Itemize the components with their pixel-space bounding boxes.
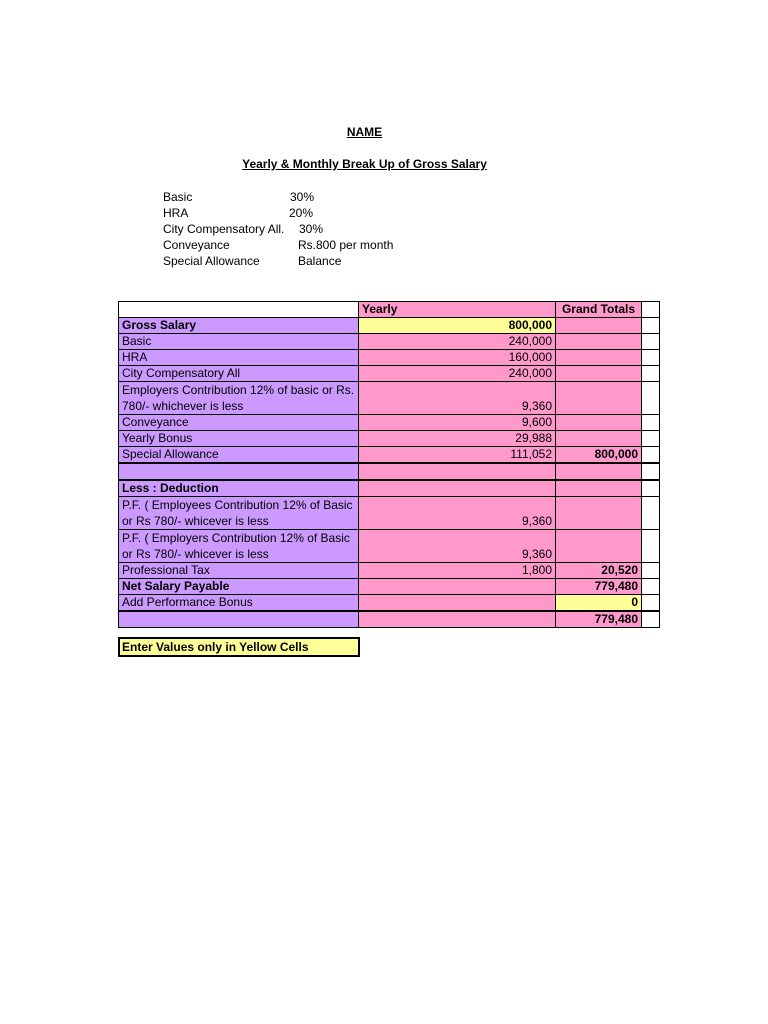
rule-value: 30% — [290, 190, 315, 204]
table-row — [119, 530, 660, 563]
rule-value: Balance — [298, 254, 342, 268]
table-row — [119, 480, 660, 497]
grand-cell — [556, 382, 642, 415]
yearly-value — [359, 595, 556, 612]
blank-cell — [642, 415, 660, 431]
blank-cell — [642, 497, 660, 530]
grand-cell — [556, 431, 642, 447]
grand-total-value: 20,520 — [556, 563, 642, 579]
blank-cell — [642, 563, 660, 579]
row-label: Yearly Bonus — [119, 431, 359, 447]
grand-cell — [556, 497, 642, 530]
grand-cell — [556, 350, 642, 366]
yearly-value: 9,360 — [359, 497, 556, 530]
spacer-row — [119, 463, 660, 480]
row-label: Special Allowance — [119, 447, 359, 464]
final-total-row — [119, 611, 660, 628]
grand-cell — [556, 366, 642, 382]
table-row — [119, 318, 660, 334]
yearly-value — [359, 463, 556, 480]
rule-value: 30% — [299, 222, 324, 236]
grand-total-value: 779,480 — [556, 579, 642, 595]
table-row — [119, 415, 660, 431]
row-label — [119, 611, 359, 628]
row-label: Net Salary Payable — [119, 579, 359, 595]
yearly-value: 240,000 — [359, 366, 556, 382]
yearly-value — [359, 579, 556, 595]
table-row — [119, 334, 660, 350]
blank-cell — [642, 595, 660, 612]
performance-bonus-input[interactable]: 0 — [556, 595, 642, 612]
allocation-rules — [163, 189, 394, 269]
yearly-value: 29,988 — [359, 431, 556, 447]
yearly-value: 9,360 — [359, 530, 556, 563]
yearly-value: 111,052 — [359, 447, 556, 464]
grand-totals-header: Grand Totals — [556, 302, 642, 318]
rule-label: City Compensatory All. — [163, 222, 285, 236]
table-row — [119, 447, 660, 464]
rule-basic — [163, 189, 315, 205]
instruction-note: Enter Values only in Yellow Cells — [118, 637, 360, 657]
header-blank-cell — [119, 302, 359, 318]
row-label: Professional Tax — [119, 563, 359, 579]
blank-cell — [642, 334, 660, 350]
table-row — [119, 563, 660, 579]
page-title: NAME — [346, 125, 383, 139]
table-row — [119, 579, 660, 595]
row-label: Add Performance Bonus — [119, 595, 359, 612]
row-label: HRA — [119, 350, 359, 366]
row-label: Less : Deduction — [119, 480, 359, 497]
rule-hra — [163, 205, 314, 221]
table-row — [119, 595, 660, 612]
rule-conveyance — [163, 237, 394, 253]
yearly-value: 1,800 — [359, 563, 556, 579]
table-row — [119, 382, 660, 415]
grand-cell — [556, 334, 642, 350]
row-label: P.F. ( Employers Contribution 12% of Basic or Rs 780/- whicever is less — [119, 530, 359, 563]
blank-cell — [642, 480, 660, 497]
yearly-value — [359, 611, 556, 628]
rule-city — [163, 221, 324, 237]
row-label: Employers Contribution 12% of basic or Rs. 780/- whichever is less — [119, 382, 359, 415]
blank-cell — [642, 366, 660, 382]
blank-cell — [642, 463, 660, 480]
yearly-value: 9,600 — [359, 415, 556, 431]
final-total-value: 779,480 — [556, 611, 642, 628]
blank-cell — [642, 382, 660, 415]
yearly-value: 160,000 — [359, 350, 556, 366]
blank-cell — [642, 350, 660, 366]
row-label — [119, 463, 359, 480]
table-row — [119, 366, 660, 382]
header-row — [119, 302, 660, 318]
rule-value: Rs.800 per month — [298, 238, 394, 252]
grand-total-value: 800,000 — [556, 447, 642, 464]
rule-label: Special Allowance — [163, 254, 260, 268]
yearly-value — [359, 480, 556, 497]
blank-cell — [642, 579, 660, 595]
rule-label: HRA — [163, 206, 189, 220]
grand-cell — [556, 480, 642, 497]
yearly-header: Yearly — [359, 302, 556, 318]
table-row — [119, 431, 660, 447]
table-row — [119, 497, 660, 530]
blank-cell — [642, 530, 660, 563]
blank-cell — [642, 447, 660, 464]
gross-salary-input[interactable]: 800,000 — [359, 318, 556, 334]
salary-table — [118, 301, 660, 628]
grand-cell — [556, 415, 642, 431]
blank-cell — [642, 302, 660, 318]
row-label: City Compensatory All — [119, 366, 359, 382]
row-label: P.F. ( Employees Contribution 12% of Basic or Rs 780/- whicever is less — [119, 497, 359, 530]
rule-label: Conveyance — [163, 238, 230, 252]
row-label: Basic — [119, 334, 359, 350]
table-row — [119, 350, 660, 366]
yearly-value: 9,360 — [359, 382, 556, 415]
rule-label: Basic — [163, 190, 193, 204]
row-label: Conveyance — [119, 415, 359, 431]
page-subtitle: Yearly & Monthly Break Up of Gross Salary — [242, 157, 487, 171]
yearly-value: 240,000 — [359, 334, 556, 350]
row-label: Gross Salary — [119, 318, 359, 334]
rule-value: 20% — [289, 206, 314, 220]
rule-special — [163, 253, 342, 269]
blank-cell — [642, 431, 660, 447]
blank-cell — [642, 611, 660, 628]
grand-cell — [556, 530, 642, 563]
grand-cell — [556, 463, 642, 480]
blank-cell — [642, 318, 660, 334]
grand-cell — [556, 318, 642, 334]
